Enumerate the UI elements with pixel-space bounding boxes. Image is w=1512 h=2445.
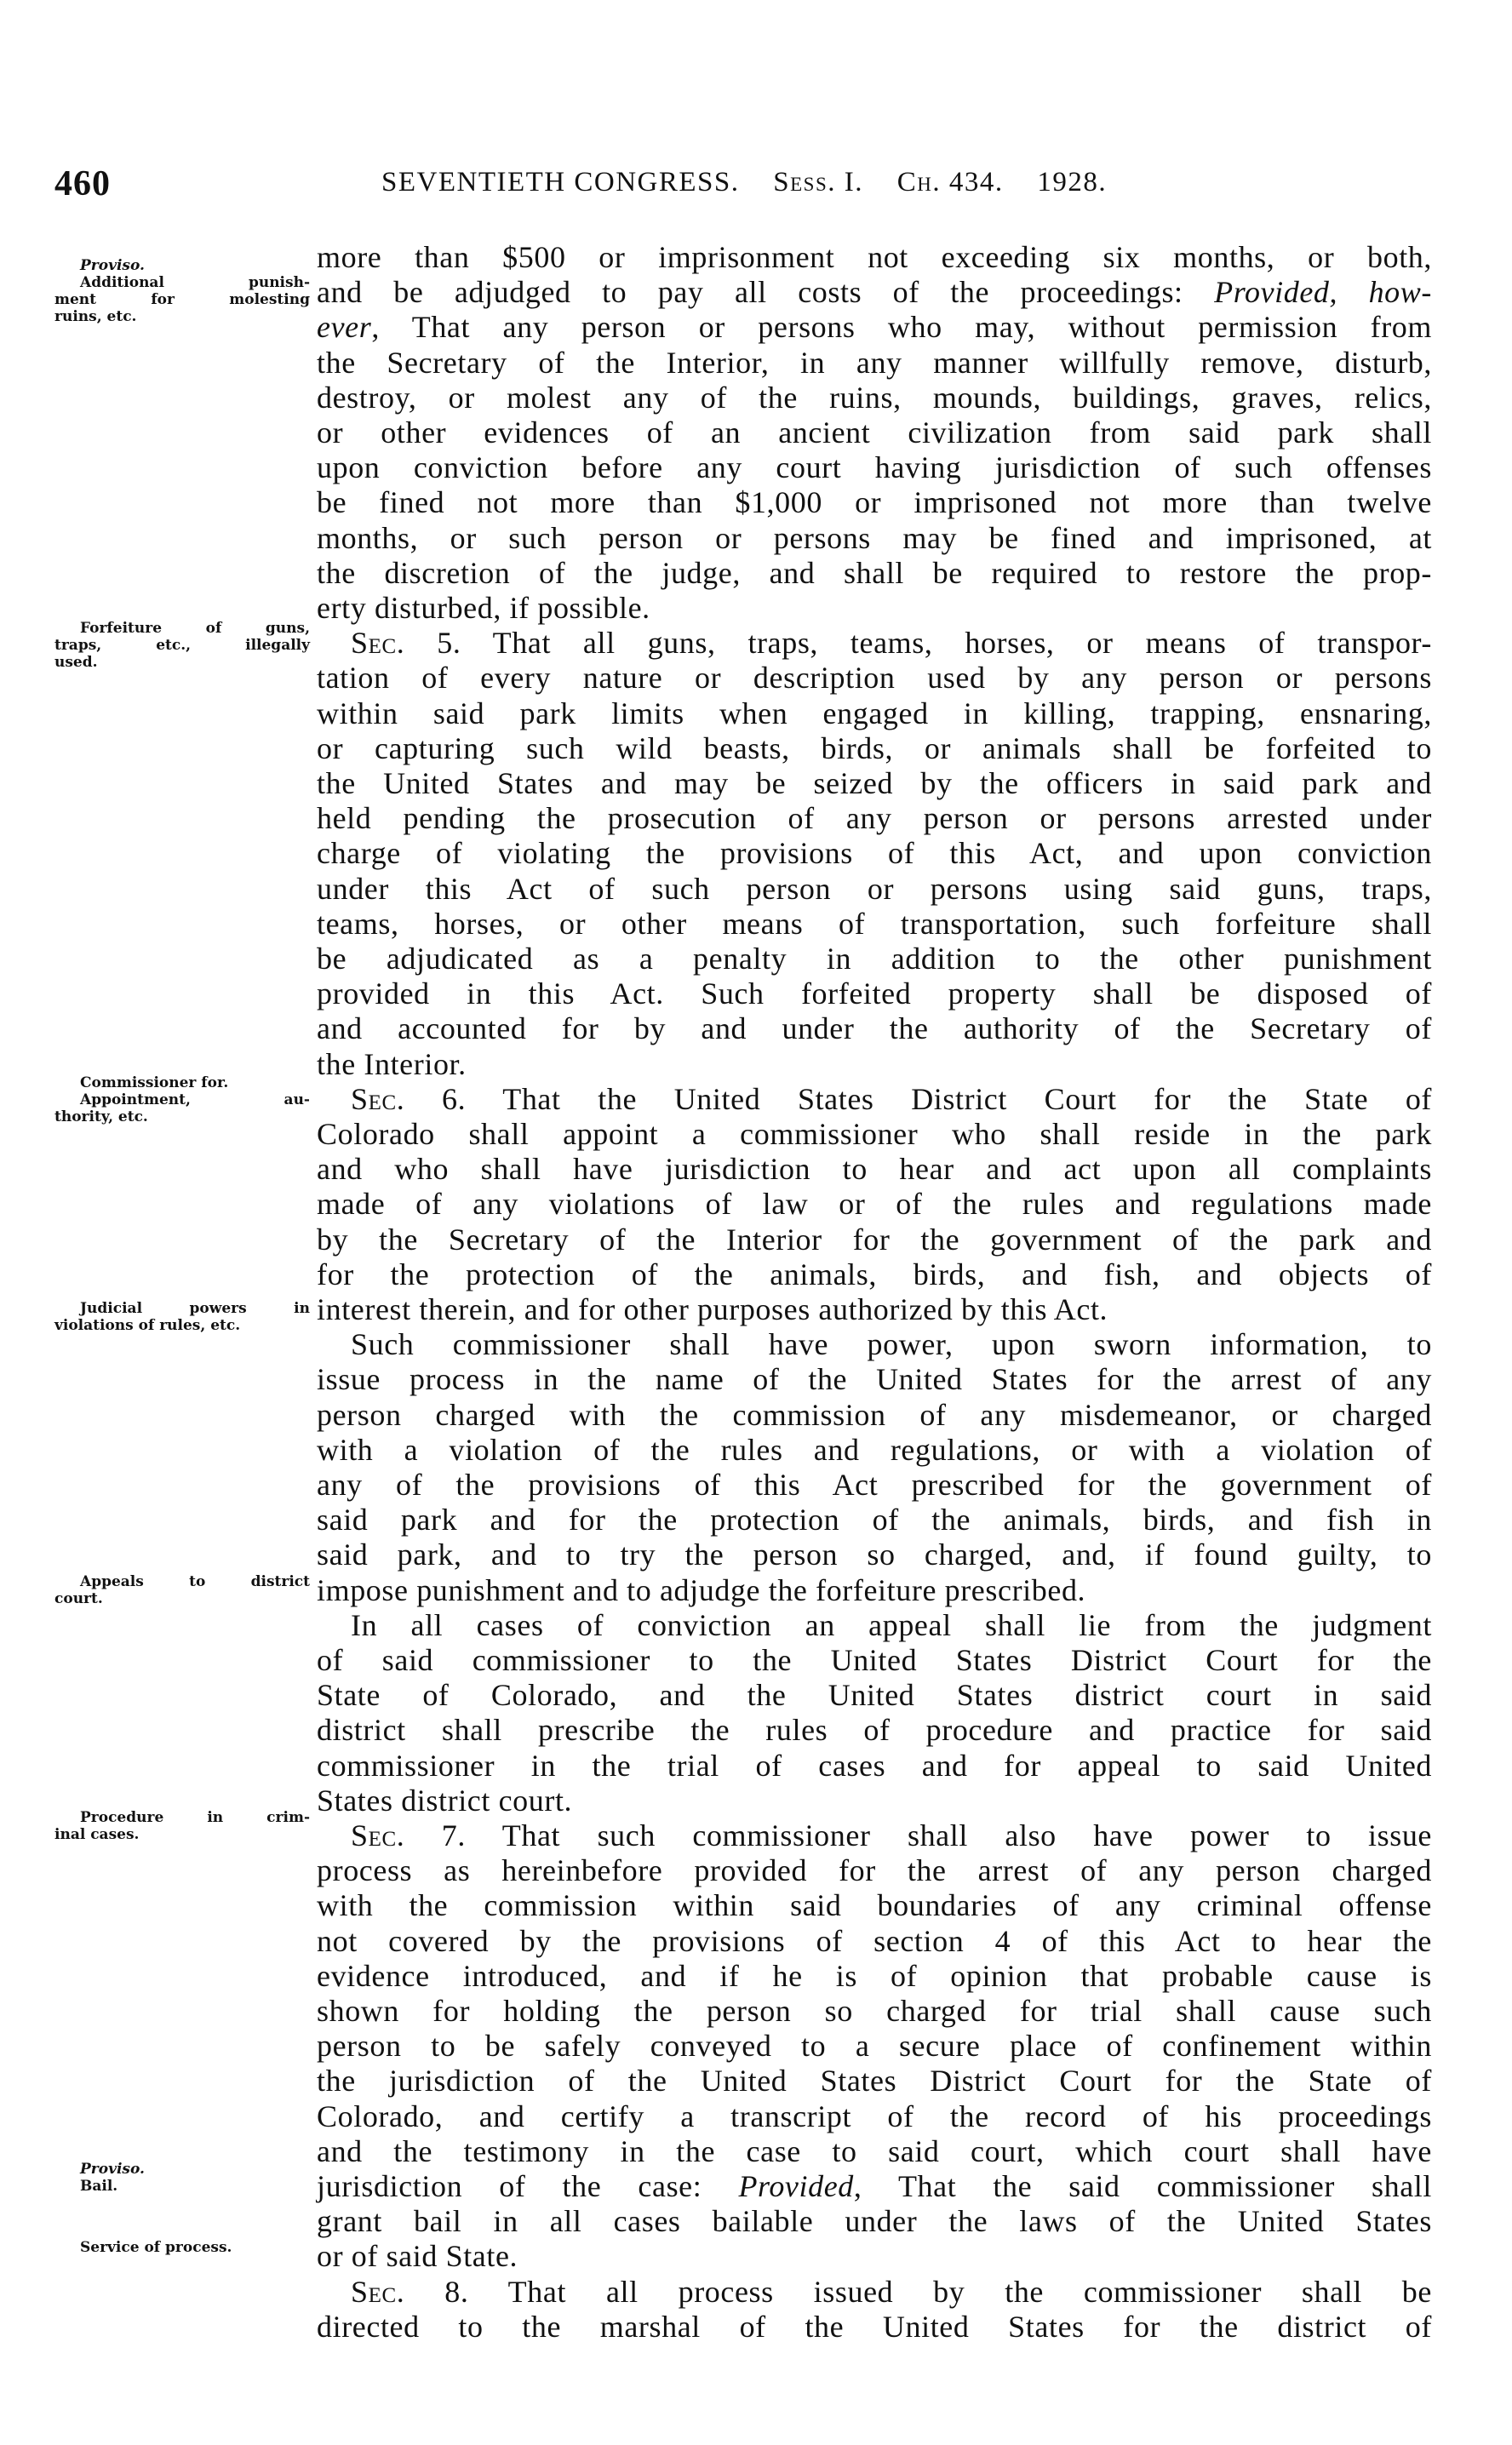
text-line xyxy=(317,1011,1432,1045)
text-line xyxy=(317,976,1432,1011)
margin-note-line: Forfeiture of guns, xyxy=(80,620,310,637)
line-text: the discretion of the judge, and shall be required to restore the prop- xyxy=(317,555,1432,590)
line-text: and who shall have jurisdiction to hear and act upon all complaints xyxy=(317,1152,1432,1187)
margin-note-line: thority, etc. xyxy=(54,1108,148,1125)
text-line xyxy=(317,415,1432,449)
year-label: 1928. xyxy=(1037,167,1108,198)
text-line xyxy=(317,1222,1432,1257)
text-line xyxy=(317,1853,1432,1887)
line-text: tation of every nature or description used by any person or persons xyxy=(317,661,1432,696)
margin-note-proviso-additional-punishment xyxy=(54,257,310,325)
section-label: Sec. 5. xyxy=(351,626,461,661)
text-line xyxy=(317,766,1432,800)
line-text: and be adjudged to pay all costs of the proceedings: xyxy=(317,275,1215,310)
margin-note-forfeiture-of-guns xyxy=(54,620,310,671)
margin-note-appeals-to-district-court xyxy=(54,1573,310,1607)
section-label: Sec. 8. xyxy=(351,2274,469,2309)
text-line xyxy=(317,1749,1432,1783)
margin-note-line: Procedure in crim- xyxy=(80,1809,310,1826)
margin-note-proviso-bail xyxy=(54,2161,310,2195)
line-text: of said commissioner to the United States District Court for the xyxy=(317,1643,1432,1677)
line-text: district shall prescribe the rules of procedure and practice for said xyxy=(317,1713,1432,1748)
text-line xyxy=(317,1503,1432,1537)
chapter-label: Ch. 434. xyxy=(896,167,1004,198)
line-text: held pending the prosecution of any person or persons arrested under xyxy=(317,801,1432,836)
margin-note-line: Additional punish- xyxy=(80,274,310,291)
margin-note-line: Commissioner for. xyxy=(80,1074,229,1091)
section-label: Sec. 6. xyxy=(351,1081,467,1116)
text-line xyxy=(317,1117,1432,1151)
text-line xyxy=(317,310,1432,344)
text-line xyxy=(317,1187,1432,1221)
text-line xyxy=(317,1608,1432,1642)
text-line xyxy=(317,1327,1432,1361)
margin-note-line: traps, etc., illegally xyxy=(54,637,310,654)
text-line xyxy=(317,2310,1432,2344)
margin-note-line: Appeals to district xyxy=(80,1573,310,1590)
text-line xyxy=(317,1678,1432,1712)
margin-note-line: court. xyxy=(54,1590,103,1607)
text-line xyxy=(317,556,1432,590)
line-text: That the United States District Court for the State of xyxy=(466,1081,1433,1116)
text-line xyxy=(317,1292,1432,1326)
line-text: the United States and may be seized by the officers in said park and xyxy=(317,766,1432,800)
margin-note-line: Proviso. xyxy=(80,257,145,274)
margin-note-procedure-in-criminal-cases xyxy=(54,1809,310,1843)
text-line xyxy=(317,1398,1432,1432)
line-text: said park and for the protection of the animals, birds, and fish in xyxy=(317,1503,1432,1537)
line-text: interest therein, and for other purposes authorized by this Act. xyxy=(317,1292,1108,1326)
line-text: States district court. xyxy=(317,1783,573,1818)
line-text: destroy, or molest any of the ruins, mounds, buildings, graves, relics, xyxy=(317,380,1432,415)
line-text: grant bail in all cases bailable under the laws of the United States xyxy=(317,2204,1432,2239)
line-text: months, or such person or persons may be fined and imprisoned, at xyxy=(317,520,1432,555)
line-text: teams, horses, or other means of transportation, such forfeiture shall xyxy=(317,906,1432,941)
line-text: or of said State. xyxy=(317,2239,518,2274)
text-line xyxy=(317,626,1432,660)
text-line xyxy=(317,1433,1432,1467)
line-text: said park, and to try the person so charged, and, if found guilty, to xyxy=(317,1537,1432,1572)
italic-text: ever xyxy=(317,310,372,345)
text-line xyxy=(317,1643,1432,1677)
text-line xyxy=(317,1924,1432,1958)
text-line xyxy=(317,2029,1432,2063)
text-line xyxy=(317,907,1432,941)
text-line xyxy=(317,2064,1432,2098)
margin-note-line: ruins, etc. xyxy=(54,308,137,325)
text-line xyxy=(317,2169,1432,2203)
line-text: issue process in the name of the United States for the arrest of any xyxy=(317,1362,1432,1397)
text-line xyxy=(317,591,1432,625)
text-line xyxy=(317,1573,1432,1607)
text-line xyxy=(317,1152,1432,1186)
margin-note-line: Service of process. xyxy=(80,2239,232,2256)
text-line xyxy=(317,1713,1432,1747)
line-text: with the commission within said boundaries of any criminal offense xyxy=(317,1888,1432,1923)
line-text: made of any violations of law or of the rules and regulations made xyxy=(317,1187,1432,1222)
line-text: That all process issued by the commissioner shall be xyxy=(468,2274,1432,2309)
line-text: impose punishment and to adjudge the forfeiture prescribed. xyxy=(317,1572,1086,1607)
text-line xyxy=(317,1047,1432,1081)
line-text: be adjudicated as a penalty in addition to the other punishment xyxy=(317,942,1432,976)
line-text: commissioner in the trial of cases and for appeal to said United xyxy=(317,1748,1432,1783)
text-line xyxy=(317,2134,1432,2168)
text-line xyxy=(317,836,1432,870)
line-text: Colorado shall appoint a commissioner who shall reside in the park xyxy=(317,1117,1432,1151)
line-text: person to be safely conveyed to a secure place of confinement within xyxy=(317,2029,1432,2064)
line-text: and accounted for by and under the authority of the Secretary of xyxy=(317,1011,1432,1046)
line-text: directed to the marshal of the United States for the district of xyxy=(317,2309,1432,2344)
running-head xyxy=(381,167,1107,198)
line-text: jurisdiction of the case: xyxy=(317,2169,739,2203)
line-text: In all cases of conviction an appeal shall lie from the judgment xyxy=(351,1607,1432,1642)
italic-text: Provided xyxy=(738,2169,854,2203)
line-text: not covered by the provisions of section 4 of this Act to hear the xyxy=(317,1923,1432,1958)
line-text: erty disturbed, if possible. xyxy=(317,591,650,625)
margin-note-line: used. xyxy=(54,654,98,671)
line-text: by the Secretary of the Interior for the government of the park and xyxy=(317,1222,1432,1257)
line-text: shown for holding the person so charged for trial shall cause such xyxy=(317,1994,1432,2028)
line-text: , That any person or persons who may, without permission from xyxy=(371,310,1432,345)
line-text: provided in this Act. Such forfeited property shall be disposed of xyxy=(317,976,1432,1011)
text-line xyxy=(317,521,1432,555)
line-text: with a violation of the rules and regulations, or with a violation of xyxy=(317,1432,1432,1467)
text-line xyxy=(317,1257,1432,1291)
text-line xyxy=(317,661,1432,695)
margin-note-service-of-process xyxy=(54,2239,310,2256)
text-line xyxy=(317,1959,1432,1993)
line-text: upon conviction before any court having jurisdiction of such offenses xyxy=(317,450,1432,485)
line-text: the Interior. xyxy=(317,1046,467,1081)
line-text: the Secretary of the Interior, in any manner willfully remove, disturb, xyxy=(317,345,1432,380)
margin-note-line: Judicial powers in xyxy=(80,1300,310,1317)
line-text: State of Colorado, and the United States district court in said xyxy=(317,1678,1432,1713)
line-text: any of the provisions of this Act prescribed for the government of xyxy=(317,1468,1432,1502)
margin-note-line: violations of rules, etc. xyxy=(54,1317,241,1334)
text-line xyxy=(317,450,1432,484)
text-line xyxy=(317,1082,1432,1116)
line-text: the jurisdiction of the United States District Court for the State of xyxy=(317,2064,1432,2099)
page-number: 460 xyxy=(54,164,111,203)
line-text: That such commissioner shall also have power to issue xyxy=(466,1818,1432,1852)
line-text: Colorado, and certify a transcript of the record of his proceedings xyxy=(317,2099,1432,2133)
text-line xyxy=(317,942,1432,976)
text-line xyxy=(317,1994,1432,2028)
text-line xyxy=(317,1362,1432,1396)
line-text: charge of violating the provisions of this Act, and upon conviction xyxy=(317,836,1432,871)
text-line xyxy=(317,696,1432,730)
line-text: for the protection of the animals, birds, and fish, and objects of xyxy=(317,1257,1432,1291)
text-line xyxy=(317,346,1432,380)
italic-text: Provided, how- xyxy=(1214,275,1432,310)
text-line xyxy=(317,1818,1432,1852)
text-line xyxy=(317,2275,1432,2309)
margin-note-line: Bail. xyxy=(80,2178,118,2195)
text-line xyxy=(317,1468,1432,1502)
margin-note-commissioner-for xyxy=(54,1074,310,1125)
margin-note-line: Appointment, au- xyxy=(80,1091,310,1108)
congress-title: SEVENTIETH CONGRESS. xyxy=(381,167,740,198)
line-text: or other evidences of an ancient civilization from said park shall xyxy=(317,415,1432,449)
text-line xyxy=(317,1888,1432,1922)
line-text: Such commissioner shall have power, upon sworn information, to xyxy=(351,1327,1432,1362)
text-line xyxy=(317,872,1432,906)
text-line xyxy=(317,731,1432,765)
line-text: evidence introduced, and if he is of opinion that probable cause is xyxy=(317,1958,1432,1993)
text-line xyxy=(317,801,1432,835)
line-text: more than $500 or imprisonment not exceeding six months, or both, xyxy=(317,240,1432,274)
margin-note-judicial-powers xyxy=(54,1300,310,1334)
text-line xyxy=(317,1537,1432,1572)
text-line xyxy=(317,275,1432,309)
line-text: process as hereinbefore provided for the arrest of any person charged xyxy=(317,1853,1432,1888)
text-line xyxy=(317,381,1432,415)
margin-note-line: Proviso. xyxy=(80,2161,145,2178)
section-label: Sec. 7. xyxy=(351,1818,466,1852)
margin-note-line: inal cases. xyxy=(54,1826,140,1843)
text-line xyxy=(317,1784,1432,1818)
session-label: Sess. I. xyxy=(773,167,863,198)
line-text: or capturing such wild beasts, birds, or animals shall be forfeited to xyxy=(317,730,1432,765)
line-text: , That the said commissioner shall xyxy=(853,2169,1433,2203)
line-text: and the testimony in the case to said court, which court shall have xyxy=(317,2133,1432,2168)
text-line xyxy=(317,2099,1432,2133)
text-line xyxy=(317,485,1432,519)
line-text: be fined not more than $1,000 or imprisoned not more than twelve xyxy=(317,485,1432,520)
text-line xyxy=(317,240,1432,274)
text-line xyxy=(317,2204,1432,2238)
line-text: That all guns, traps, teams, horses, or means of transpor- xyxy=(461,626,1433,661)
text-line xyxy=(317,2239,1432,2273)
line-text: person charged with the commission of any misdemeanor, or charged xyxy=(317,1397,1432,1432)
margin-note-line: ment for molesting xyxy=(54,291,310,308)
line-text: within said park limits when engaged in killing, trapping, ensnaring, xyxy=(317,696,1432,730)
line-text: under this Act of such person or persons using said guns, traps, xyxy=(317,871,1432,906)
